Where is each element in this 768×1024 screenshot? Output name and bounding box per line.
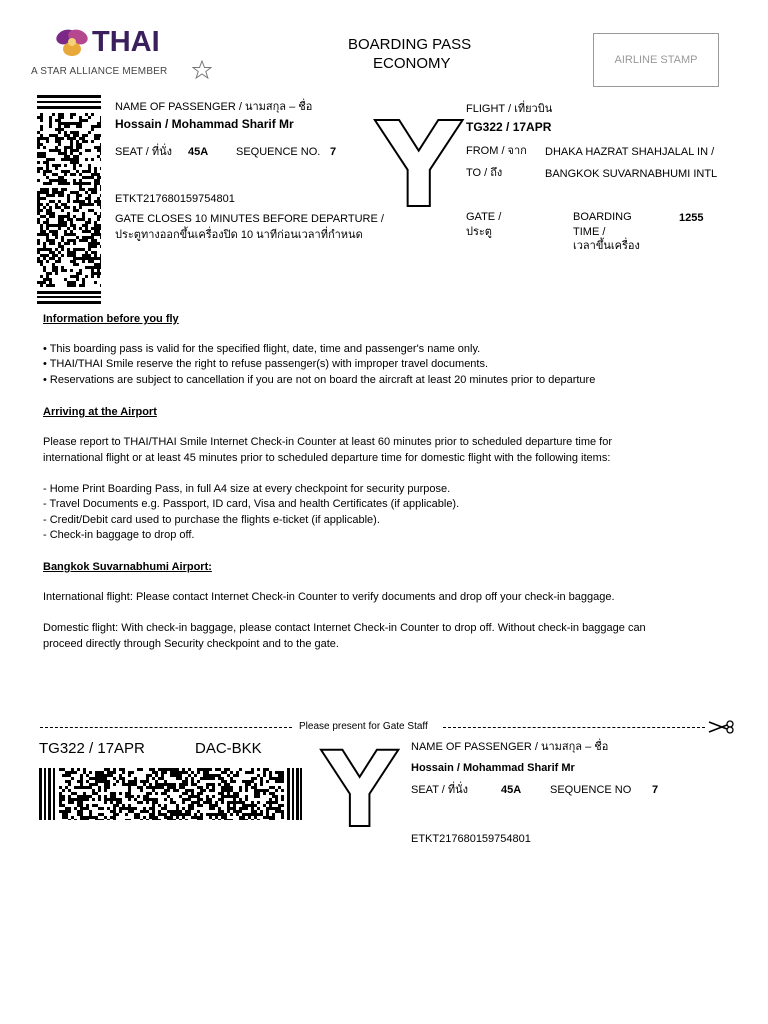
required-item: - Home Print Boarding Pass, in full A4 size at every checkpoint for security purpose. (43, 483, 451, 495)
stub-barcode (39, 768, 303, 820)
flight-value: TG322 / 17APR (466, 120, 552, 134)
gate-closing-note-thai: ประตูทางออกขึ้นเครื่องปิด 10 นาทีก่อนเวลาที่กำหนด (115, 229, 363, 241)
boarding-time-label-thai: เวลาขึ้นเครื่อง (573, 240, 640, 252)
from-label: FROM / จาก (466, 145, 527, 157)
star-alliance-tagline: A STAR ALLIANCE MEMBER (31, 66, 168, 77)
airline-wordmark: THAI (92, 26, 160, 58)
info-heading: Information before you fly (43, 313, 179, 325)
ticket-number: ETKT217680159754801 (115, 193, 235, 205)
info-bullet: • This boarding pass is valid for the specified flight, date, time and passenger's name only. (43, 343, 481, 355)
cut-line-left (40, 727, 292, 728)
arriving-heading: Arriving at the Airport (43, 406, 157, 418)
stub-route: DAC-BKK (195, 740, 262, 757)
info-bullet: • Reservations are subject to cancellation if you are not on board the aircraft at least 20 minutes prior to departure (43, 374, 596, 386)
required-item: - Credit/Debit card used to purchase the flights e-ticket (if applicable). (43, 514, 380, 526)
stub-sequence-value: 7 (652, 784, 659, 796)
required-item: - Travel Documents e.g. Passport, ID card, Visa and health Certificates (if applicable). (43, 498, 460, 510)
gate-closing-note: GATE CLOSES 10 MINUTES BEFORE DEPARTURE / (115, 213, 384, 225)
from-value: DHAKA HAZRAT SHAHJALAL IN / (545, 146, 715, 158)
stub-ticket-number: ETKT217680159754801 (411, 833, 531, 845)
qr-barcode (37, 95, 101, 305)
to-label: TO / ถึง (466, 167, 503, 179)
stub-class-letter: Y (322, 729, 398, 851)
info-bullet: • THAI/THAI Smile reserve the right to refuse passenger(s) with improper travel documents. (43, 358, 489, 370)
airline-stamp-box: AIRLINE STAMP (593, 33, 719, 87)
stub-sequence-label: SEQUENCE NO (550, 784, 632, 796)
passenger-name: Hossain / Mohammad Sharif Mr (115, 117, 294, 131)
boarding-time-value: 1255 (679, 212, 704, 224)
cut-line-right (443, 727, 705, 728)
stub-passenger-name: Hossain / Mohammad Sharif Mr (411, 762, 575, 774)
star-alliance-icon (192, 60, 212, 80)
to-value: BANGKOK SUVARNABHUMI INTL (545, 168, 718, 180)
stub-seat-label: SEAT / ที่นั่ง (411, 784, 469, 796)
scissors-icon (707, 719, 735, 735)
seat-label: SEAT / ที่นั่ง (115, 146, 173, 158)
domestic-flight-text: proceed directly through Security checkpoint and to the gate. (43, 638, 339, 650)
stub-name-label: NAME OF PASSENGER / นามสกุล – ชื่อ (411, 741, 609, 753)
boarding-time-label-2: TIME / (573, 226, 606, 238)
arriving-text: Please report to THAI/THAI Smile Internet Check-in Counter at least 60 minutes prior to scheduled departure time for (43, 436, 613, 448)
boarding-time-label: BOARDING (573, 211, 632, 223)
international-flight-text: International flight: Please contact Internet Check-in Counter to verify documents and drop off your check-in baggage. (43, 591, 615, 603)
cut-line-label: Please present for Gate Staff (299, 721, 428, 732)
stub-seat-value: 45A (501, 784, 522, 796)
class-letter: Y (376, 96, 462, 234)
passenger-name-label: NAME OF PASSENGER / นามสกุล – ชื่อ (115, 101, 313, 113)
document-title: BOARDING PASS (348, 36, 472, 53)
gate-label-thai: ประตู (466, 226, 492, 238)
sequence-label: SEQUENCE NO. (236, 146, 321, 158)
suvarnabhumi-heading: Bangkok Suvarnabhumi Airport: (43, 561, 212, 573)
seat-value: 45A (188, 146, 209, 158)
arriving-text: international flight or at least 45 minutes prior to scheduled departure time for domestic flight with the following items: (43, 452, 611, 464)
domestic-flight-text: Domestic flight: With check-in baggage, please contact Internet Check-in Counter to drop off. Without check-in baggage can (43, 622, 646, 634)
orchid-logo-icon (52, 25, 92, 61)
gate-label: GATE / (466, 211, 502, 223)
flight-label: FLIGHT / เที่ยวบิน (466, 103, 553, 115)
stub-flight: TG322 / 17APR (39, 740, 145, 757)
cabin-class-label: ECONOMY (373, 55, 451, 72)
sequence-value: 7 (330, 146, 337, 158)
required-item: - Check-in baggage to drop off. (43, 529, 195, 541)
thai-logo (52, 25, 192, 65)
